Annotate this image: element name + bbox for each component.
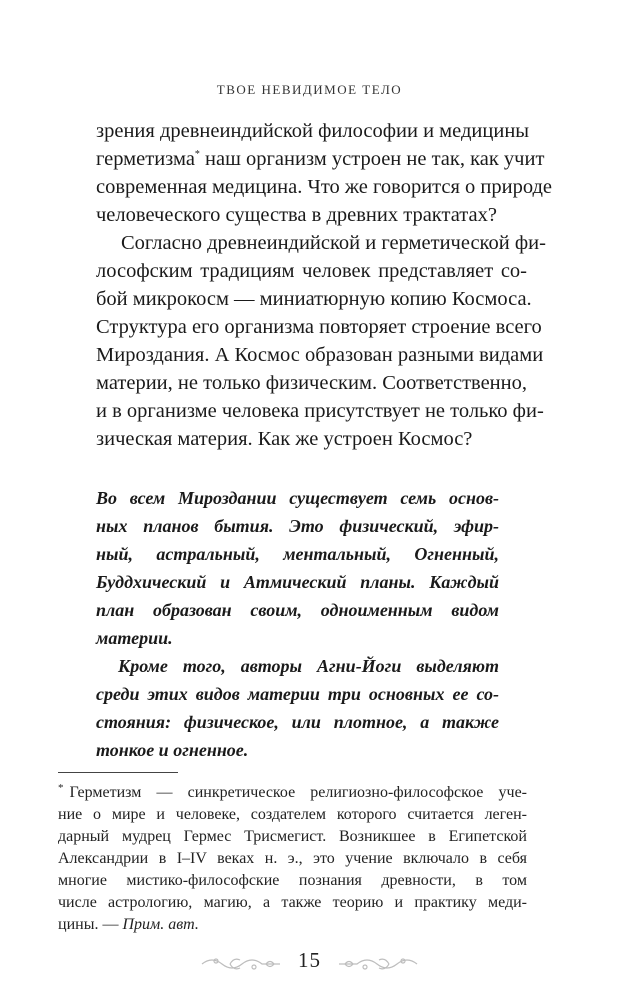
text-line: ный, астральный, ментальный, Огненный,: [96, 544, 499, 564]
text-line: бой микрокосм — миниатюрную копию Космоса.: [96, 288, 532, 310]
text-line: зическая материя. Как же устроен Космос?: [96, 428, 473, 450]
text-line: материи, не только физическим. Соответственно,: [96, 372, 527, 394]
footnote-line: ние о мире и человеке, создателем которого считается леген-: [58, 806, 527, 823]
text-line: [96, 145, 545, 173]
text-span: Герметизм — синкретическое религиозно-философское уче-: [69, 784, 527, 801]
footnote-line: [58, 782, 527, 804]
footnote-separator: [58, 772, 178, 773]
term: герметизма: [96, 148, 195, 170]
text-line: Мироздания. А Космос образован разными видами: [96, 344, 544, 366]
page-number: 15: [298, 948, 321, 972]
footnote-line: Александрии в I–IV веках н. э., это учение включало в себя: [58, 850, 527, 867]
footnote-line: числе астрологию, магию, а также теорию и практику меди-: [58, 894, 527, 911]
text-line: и в организме человека присутствует не только фи-: [96, 400, 544, 422]
text-line: Кроме того, авторы Агни-Йоги выделяют: [118, 656, 499, 676]
text-line: лософским традициям человек представляет со-: [96, 260, 527, 282]
running-head: ТВОЕ НЕВИДИМОЕ ТЕЛО: [216, 82, 403, 97]
text-line: человеческого существа в древних трактатах?: [96, 204, 497, 226]
footnote-line: многие мистико-философские познания древности, в том: [58, 872, 527, 889]
text-line: Буддхический и Атмический планы. Каждый: [96, 572, 499, 592]
footnote-line: [58, 914, 527, 936]
folio: [0, 946, 619, 980]
text-line: Во всем Мироздании существует семь основ-: [96, 488, 499, 508]
right-ornament-icon: [337, 952, 419, 976]
text-line: план образован своим, одноименным видом: [96, 600, 499, 620]
text-line: современная медицина. Что же говорится о природе: [96, 176, 553, 198]
text-span: цины. —: [58, 916, 119, 933]
footnote-ref[interactable]: *: [194, 149, 200, 161]
text-line: Согласно древнеиндийской и герметической фи-: [121, 232, 546, 254]
author-note: Прим. авт.: [122, 916, 199, 933]
text-line: тонкое и огненное.: [96, 740, 249, 760]
text-line: материи.: [96, 628, 173, 648]
text-line: Структура его организма повторяет строение всего: [96, 316, 542, 338]
text-span: наш организм устроен не так, как учит: [205, 148, 545, 170]
text-line: стояния: физическое, или плотное, а также: [96, 712, 499, 732]
text-line: зрения древнеиндийской философии и медицины: [96, 120, 530, 142]
footnote-line: дарный мудрец Гермес Трисмегист. Возникшее в Египетской: [58, 828, 527, 845]
text-line: ных планов бытия. Это физический, эфир-: [96, 516, 499, 536]
footnote-marker: *: [58, 781, 64, 794]
text-line: среди этих видов материи три основных ее со-: [96, 684, 499, 704]
